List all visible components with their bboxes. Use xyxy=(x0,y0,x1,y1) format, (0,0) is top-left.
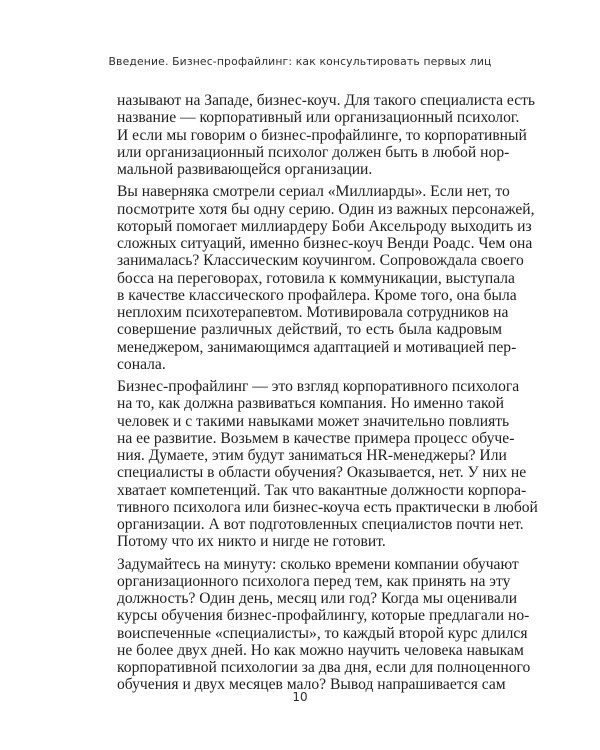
text-line: занималась? Классическим коучингом. Сопровождала своего xyxy=(117,252,524,270)
text-line: Задумайтесь на минуту: сколько времени компании обучают xyxy=(117,555,519,573)
text-line: И если мы говорим о бизнес-профайлинге, то корпоративный xyxy=(117,126,527,144)
text-line: курсы обучения бизнес-профайлингу, которые предлагали но- xyxy=(117,607,530,625)
text-line: посмотрите хотя бы одну серию. Один из важных персонажей, xyxy=(117,200,535,218)
text-line: название — корпоративный или организационный психолог. xyxy=(117,109,520,127)
text-line: или организационный психолог должен быть в любой нор- xyxy=(117,143,510,161)
text-line: должность? Один день, месяц или год? Когда мы оценивали xyxy=(117,590,518,607)
text-line: воиспеченные «специалисты», то каждый второй курс длился xyxy=(117,624,528,642)
text-line: обучения и двух месяцев мало? Вывод напрашивается сам xyxy=(117,676,506,694)
paragraph xyxy=(117,378,538,551)
text-line: сложных ситуаций, именно бизнес-коуч Венди Роадс. Чем она xyxy=(117,235,533,252)
text-line: ния. Думаете, этим будут заниматься HR-менеджеры? Или xyxy=(117,447,507,464)
text-line: Бизнес-профайлинг — это взгляд корпоративного психолога xyxy=(117,378,520,395)
text-line: на то, как должна развиваться компания. Но именно такой xyxy=(117,395,504,413)
text-line: сонала. xyxy=(117,355,166,373)
text-line: хватает компетенций. Так что вакантные должности корпора- xyxy=(117,481,527,499)
text-line: не более двух дней. Но как можно научить человека навыкам xyxy=(117,641,524,659)
body-text xyxy=(117,92,538,699)
text-line: специалисты в области обучения? Оказывается, нет. У них не xyxy=(117,464,527,482)
text-line: Вы наверняка смотрели сериал «Миллиарды». Если нет, то xyxy=(117,183,510,201)
page-number: 10 xyxy=(292,690,308,704)
text-line: в качестве классического профайлера. Кроме того, она была xyxy=(117,286,517,304)
text-line: мальной развивающейся организации. xyxy=(117,161,373,178)
text-line: называют на Западе, бизнес-коуч. Для такого специалиста есть xyxy=(117,92,536,109)
text-line: организации. А вот подготовленных специалистов почти нет. xyxy=(117,516,524,533)
text-line: тивного психолога или бизнес-коуча есть практически в любой xyxy=(117,498,538,516)
running-header: Введение. Бизнес-профайлинг: как консультировать первых лиц xyxy=(108,55,492,68)
paragraph xyxy=(117,555,531,694)
text-line: который помогает миллиардеру Боби Аксельроду выходить из xyxy=(117,217,532,235)
text-line: Потому что их никто и нигде не готовит. xyxy=(117,533,386,551)
paragraph xyxy=(117,183,535,373)
text-line: на ее развитие. Возьмем в качестве примера процесс обуче- xyxy=(117,429,515,447)
text-line: менеджером, занимающимся адаптацией и мотивацией пер- xyxy=(117,338,517,356)
text-line: организационного психолога перед тем, как принять на эту xyxy=(117,572,511,590)
text-line: человек и с такими навыками может значительно повлиять xyxy=(117,412,510,430)
text-line: корпоративной психологии за два дня, если для полноценного xyxy=(117,659,531,676)
text-line: неплохим психотерапевтом. Мотивировала сотрудников на xyxy=(117,304,509,321)
text-line: совершение различных действий, то есть была кадровым xyxy=(117,321,502,339)
text-line: босса на переговорах, готовила к коммуникации, выступала xyxy=(117,269,515,287)
paragraph xyxy=(117,92,536,178)
